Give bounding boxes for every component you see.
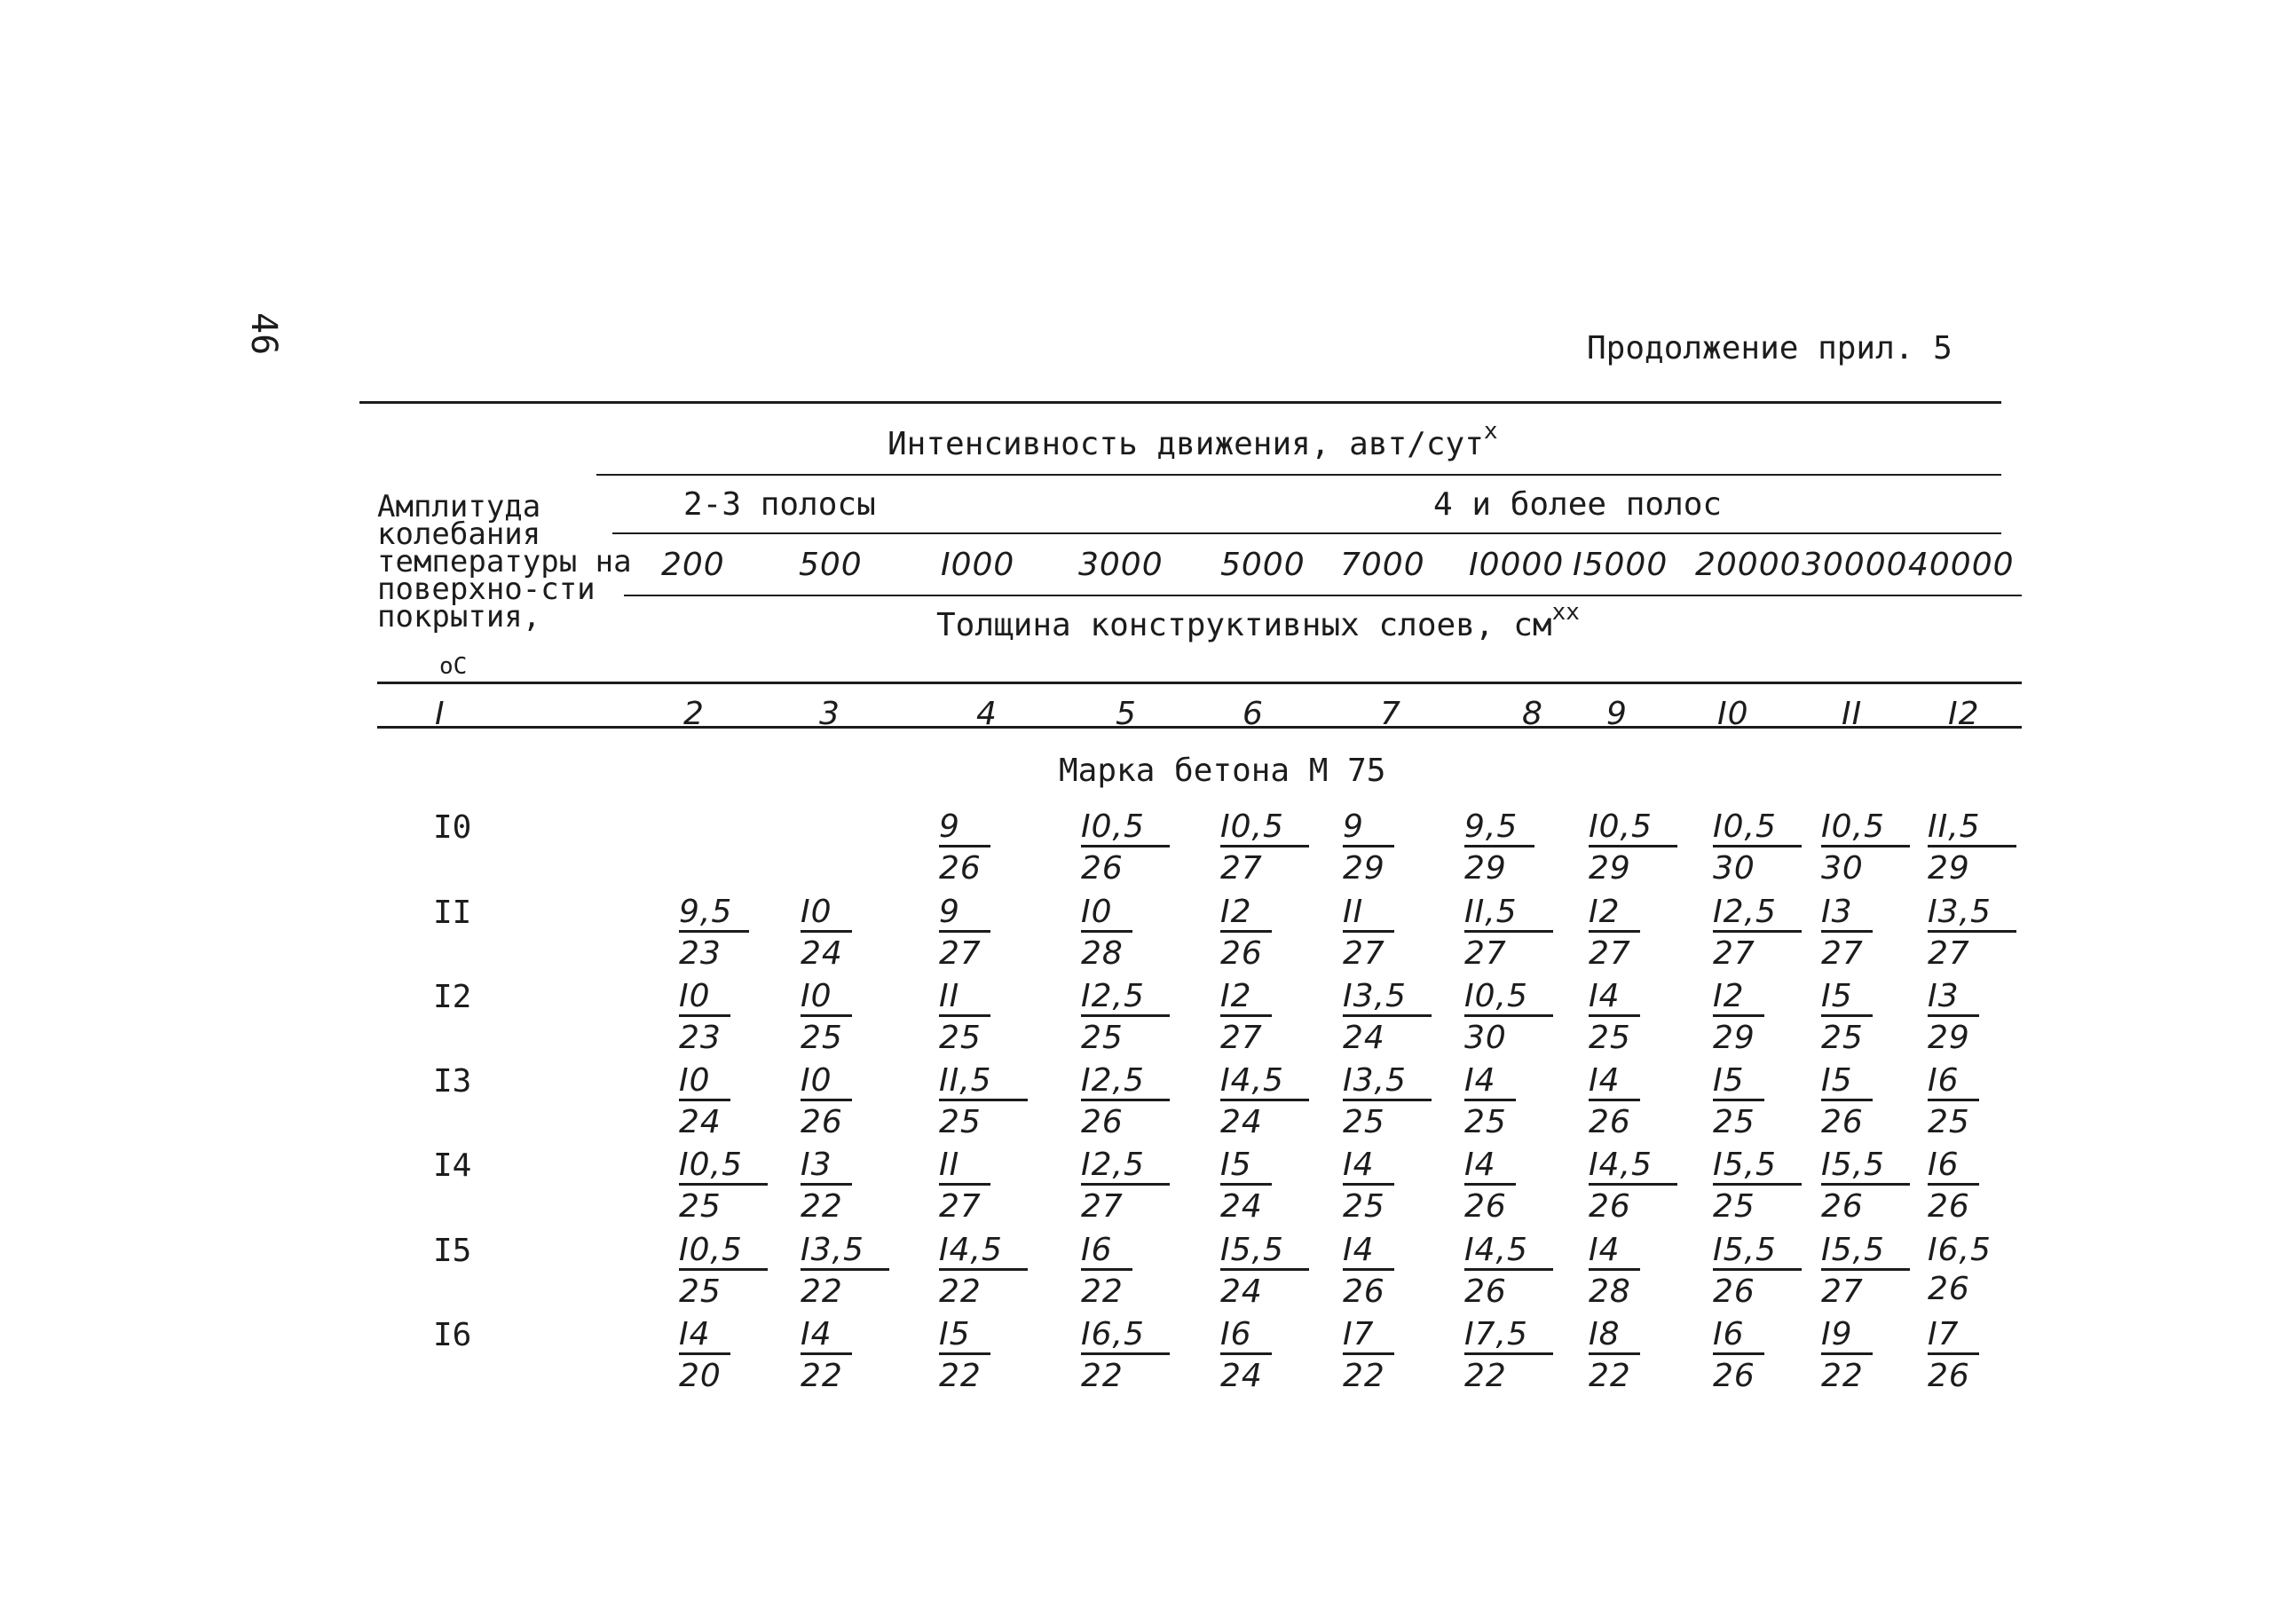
table-cell [1821,809,1910,890]
table-cell [939,1317,990,1398]
table-cell [801,979,852,1060]
thickness-value: I0 [679,1063,730,1101]
secondary-value: 29 [1589,850,1631,887]
thickness-value: I0,5 [1464,979,1553,1017]
table-cell [1464,1063,1516,1144]
column-number: II [1842,696,1863,732]
thickness-value: II,5 [939,1063,1028,1101]
secondary-value: 27 [1220,850,1263,887]
secondary-value: 25 [1821,1020,1864,1056]
table-cell [679,1233,768,1313]
thickness-value: I5 [1713,1063,1764,1101]
table-cell [1589,979,1640,1060]
table-cell [1821,1317,1873,1398]
table-cell [939,979,990,1060]
table-cell [1220,1063,1309,1144]
table-cell [679,1063,730,1144]
thickness-value: I6 [1928,1147,1979,1186]
thickness-value: I9 [1821,1317,1873,1355]
secondary-value: 24 [679,1104,722,1140]
secondary-value: 25 [939,1104,982,1140]
table-cell [1343,1317,1394,1398]
thickness-value: 9 [939,895,990,933]
thickness-value: I0 [801,979,852,1017]
thickness-value: I4 [1464,1063,1516,1101]
thickness-value: I4 [679,1317,730,1355]
thickness-value: I7 [1928,1317,1979,1355]
table-cell [1589,1233,1640,1313]
thickness-value: I5 [1821,1063,1873,1101]
secondary-value: 24 [1220,1104,1263,1140]
secondary-value: 26 [1464,1188,1507,1225]
thickness-value: II [939,1147,990,1186]
table-cell [1928,1147,1979,1228]
secondary-value: 26 [1928,1358,1970,1394]
secondary-value: 27 [1821,1273,1864,1310]
table-cell [1821,1063,1873,1144]
table-cell [1081,809,1170,890]
secondary-value: 22 [1589,1358,1631,1394]
table-cell [1464,1233,1553,1313]
thickness-value: I8 [1589,1317,1640,1355]
thickness-value: I6,5 [1928,1232,1992,1268]
table-cell [1220,1233,1309,1313]
thickness-value: I0 [1081,895,1132,933]
secondary-value: 27 [1589,935,1631,972]
row-label: I4 [433,1147,472,1184]
table-cell [1713,1147,1802,1228]
table-cell [1220,979,1272,1060]
secondary-value: 26 [1928,1271,1970,1307]
table-cell [679,895,749,975]
secondary-value: 29 [1928,1020,1970,1056]
secondary-value: 24 [1220,1273,1263,1310]
table-cell [1343,895,1394,975]
secondary-value: 22 [801,1358,843,1394]
traffic-volume: 200 [661,547,725,583]
thickness-value: I2 [1220,895,1272,933]
thickness-value: 9 [1343,809,1394,847]
table-cell [679,979,730,1060]
secondary-value: 27 [1821,935,1864,972]
column-number: 3 [819,696,840,732]
table-cell [1464,979,1553,1060]
thickness-value: I0,5 [679,1147,768,1186]
table-cell [1589,895,1640,975]
thickness-value: I5,5 [1821,1233,1910,1271]
table-cell [1713,1233,1802,1313]
secondary-value: 27 [1220,1020,1263,1056]
table-cell [1220,895,1272,975]
thickness-value: I3,5 [1343,1063,1432,1101]
secondary-value: 26 [1589,1188,1631,1225]
thickness-value: II [1343,895,1394,933]
secondary-value: 25 [1343,1104,1385,1140]
table-cell [801,1147,852,1228]
thickness-value: I0 [801,895,852,933]
secondary-value: 26 [1220,935,1263,972]
thickness-value: I2 [1220,979,1272,1017]
thickness-value: I6 [1081,1233,1132,1271]
thickness-value: I6 [1220,1317,1272,1355]
secondary-value: 26 [801,1104,843,1140]
table-cell [939,895,990,975]
thickness-value: I0,5 [1220,809,1309,847]
thickness-value: I4,5 [1589,1147,1677,1186]
traffic-rule [596,474,2001,476]
thickness-value: II [939,979,990,1017]
table-cell [801,1063,852,1144]
thickness-value: I2,5 [1713,895,1802,933]
thickness-value: I3 [1928,979,1979,1017]
thickness-value: I0,5 [1589,809,1677,847]
traffic-volume: 30000 [1802,547,1908,583]
page-number: 46 [243,312,284,356]
secondary-value: 23 [679,1020,722,1056]
thickness-value: I5,5 [1713,1233,1802,1271]
table-cell [939,1147,990,1228]
thickness-value: I5 [1220,1147,1272,1186]
table-cell [801,895,852,975]
thickness-value: I3 [1821,895,1873,933]
column-number: 7 [1380,696,1401,732]
thickness-value: 9 [939,809,990,847]
table-cell [939,809,990,890]
table-cell [1928,1317,1979,1398]
table-cell [1713,895,1802,975]
thickness-value: I2,5 [1081,1063,1170,1101]
secondary-value: 28 [1081,935,1124,972]
table-cell [679,1147,768,1228]
row-label: I2 [433,979,472,1015]
secondary-value: 24 [1343,1020,1385,1056]
traffic-volume: 5000 [1220,547,1306,583]
table-cell [1589,1063,1640,1144]
table-cell [1589,809,1677,890]
secondary-value: 30 [1713,850,1755,887]
thickness-value: I6 [1928,1063,1979,1101]
table-cell [1343,1063,1432,1144]
thickness-value: I7 [1343,1317,1394,1355]
thickness-value: I4 [1589,1063,1640,1101]
thickness-value: I0 [801,1063,852,1101]
thickness-value: I2,5 [1081,979,1170,1017]
traffic-volume: 20000 [1695,547,1802,583]
thickness-value: I5 [1821,979,1873,1017]
secondary-value: 26 [1713,1273,1755,1310]
traffic-volume: 3000 [1078,547,1164,583]
column-number: 8 [1522,696,1543,732]
thickness-value: I0,5 [679,1233,768,1271]
table-cell [1464,1317,1553,1398]
lanes-rule [612,532,2001,534]
secondary-value: 24 [1220,1358,1263,1394]
secondary-value: 25 [1589,1020,1631,1056]
column-number: 2 [683,696,705,732]
table-cell [1821,1233,1910,1313]
secondary-value: 24 [801,935,843,972]
thickness-value: I3,5 [1343,979,1432,1017]
table-cell [1713,1063,1764,1144]
traffic-volume: 7000 [1340,547,1425,583]
table-cell [1081,979,1170,1060]
table-cell [1589,1147,1677,1228]
table-cell [1464,809,1534,890]
column-number: 5 [1116,696,1137,732]
secondary-value: 25 [1713,1104,1755,1140]
secondary-value: 25 [1928,1104,1970,1140]
secondary-value: 26 [1589,1104,1631,1140]
row-label: I6 [433,1317,472,1353]
table-cell [1220,1147,1272,1228]
secondary-value: 25 [1464,1104,1507,1140]
secondary-value: 23 [679,935,722,972]
table-cell [1220,1317,1272,1398]
secondary-value: 30 [1464,1020,1507,1056]
thickness-value: I4 [1589,1233,1640,1271]
secondary-value: 26 [1821,1104,1864,1140]
thickness-value: I3 [801,1147,852,1186]
table-cell [1343,1233,1394,1313]
column-number: 6 [1242,696,1264,732]
column-number: 4 [976,696,998,732]
secondary-value: 25 [1343,1188,1385,1225]
thickness-value: I2 [1713,979,1764,1017]
traffic-volume: 500 [799,547,863,583]
secondary-value: 26 [1713,1358,1755,1394]
amplitude-label: Амплитуда колебания температуры на поверхно-сти покрытия, $_{oC}$ [377,489,632,680]
thickness-value: I4,5 [939,1233,1028,1271]
table-cell [939,1063,1028,1144]
secondary-value: 26 [1081,850,1124,887]
thickness-value: I5,5 [1821,1147,1910,1186]
secondary-value: 22 [1081,1273,1124,1310]
secondary-value: 22 [1081,1358,1124,1394]
column-numbers-rule [377,726,2022,729]
thickness-value: I5 [939,1317,990,1355]
secondary-value: 30 [1821,850,1864,887]
secondary-value: 22 [939,1273,982,1310]
table-cell [1821,1147,1910,1228]
thickness-value: I0,5 [1081,809,1170,847]
table-cell [1928,1233,2016,1311]
secondary-value: 27 [1464,935,1507,972]
thickness-value: II,5 [1928,809,2016,847]
table-cell [1928,1063,1979,1144]
table-cell [1713,979,1764,1060]
table-cell [1928,979,1979,1060]
thickness-value: I4,5 [1220,1063,1309,1101]
secondary-value: 26 [939,850,982,887]
table-cell [801,1317,852,1398]
secondary-value: 27 [939,1188,982,1225]
header-bottom-rule [377,682,2022,684]
thickness-value: I2 [1589,895,1640,933]
section-title: Марка бетона М 75 [1059,753,1386,789]
secondary-value: 25 [1713,1188,1755,1225]
secondary-value: 22 [801,1273,843,1310]
thickness-value: I4 [801,1317,852,1355]
table-cell [1081,1063,1170,1144]
thickness-value: I4 [1589,979,1640,1017]
column-number: I2 [1948,696,1980,732]
traffic-intensity-label: Интенсивность движения, авт/сут$^x$ [888,418,1498,462]
table-cell [1928,809,2016,890]
table-cell [1464,895,1553,975]
table-cell [1821,895,1873,975]
row-label: I5 [433,1233,472,1269]
column-number: I0 [1717,696,1749,732]
table-cell [1589,1317,1640,1398]
table-cell [1928,895,2016,975]
table-cell [1713,809,1802,890]
traffic-volume: 40000 [1908,547,2015,583]
thickness-value: I4 [1343,1147,1394,1186]
secondary-value: 20 [679,1358,722,1394]
thickness-value: I3,5 [1928,895,2016,933]
secondary-value: 29 [1713,1020,1755,1056]
thickness-value: I3,5 [801,1233,889,1271]
secondary-value: 22 [801,1188,843,1225]
column-number: I [435,696,446,732]
secondary-value: 29 [1464,850,1507,887]
table-cell [1220,809,1309,890]
secondary-value: 27 [1081,1188,1124,1225]
traffic-volume: I000 [941,547,1015,583]
table-cell [679,1317,730,1398]
table-cell [1081,1147,1170,1228]
thickness-value: I2,5 [1081,1147,1170,1186]
table-cell [1464,1147,1516,1228]
secondary-value: 26 [1928,1188,1970,1225]
secondary-value: 25 [801,1020,843,1056]
thickness-value: II,5 [1464,895,1553,933]
table-top-rule [359,401,2001,404]
table-cell [939,1233,1028,1313]
secondary-value: 22 [1343,1358,1385,1394]
secondary-value: 26 [1821,1188,1864,1225]
table-cell [1081,1317,1170,1398]
volumes-rule [624,595,2022,596]
table-cell [1713,1317,1764,1398]
secondary-value: 25 [939,1020,982,1056]
table-cell [1343,809,1394,890]
traffic-volume: I0000 [1469,547,1565,583]
table-cell [1821,979,1873,1060]
secondary-value: 25 [679,1188,722,1225]
thickness-value: I6,5 [1081,1317,1170,1355]
thickness-value: 9,5 [679,895,749,933]
column-number: 9 [1606,696,1628,732]
row-label: II [433,895,472,931]
thickness-value: I6 [1713,1317,1764,1355]
thickness-value: I7,5 [1464,1317,1553,1355]
secondary-value: 26 [1464,1273,1507,1310]
thickness-value: I0,5 [1821,809,1910,847]
table-cell [1081,895,1132,975]
secondary-value: 28 [1589,1273,1631,1310]
thickness-value: I4 [1343,1233,1394,1271]
table-cell [1343,1147,1394,1228]
lanes-4-plus-label: 4 и более полос [1433,486,1723,523]
thickness-value: I4 [1464,1147,1516,1186]
thickness-value: I0 [679,979,730,1017]
lanes-2-3-label: 2-3 полосы [683,486,876,523]
table-cell [801,1233,889,1313]
thickness-value: I5,5 [1713,1147,1802,1186]
thickness-value: I4,5 [1464,1233,1553,1271]
secondary-value: 27 [939,935,982,972]
thickness-value: 9,5 [1464,809,1534,847]
secondary-value: 27 [1928,935,1970,972]
continuation-heading: Продолжение прил. 5 [1587,330,1952,367]
row-label: I3 [433,1063,472,1100]
secondary-value: 22 [939,1358,982,1394]
secondary-value: 26 [1343,1273,1385,1310]
secondary-value: 27 [1713,935,1755,972]
table-cell [1081,1233,1132,1313]
secondary-value: 24 [1220,1188,1263,1225]
secondary-value: 25 [1081,1020,1124,1056]
secondary-value: 26 [1081,1104,1124,1140]
traffic-volume: I5000 [1573,547,1668,583]
secondary-value: 25 [679,1273,722,1310]
thickness-value: I0,5 [1713,809,1802,847]
row-label: I0 [433,809,472,846]
table-cell [1343,979,1432,1060]
thickness-label: Толщина конструктивных слоев, $см^{xx}$ [936,599,1580,643]
secondary-value: 29 [1343,850,1385,887]
secondary-value: 22 [1464,1358,1507,1394]
secondary-value: 22 [1821,1358,1864,1394]
secondary-value: 29 [1928,850,1970,887]
secondary-value: 27 [1343,935,1385,972]
thickness-value: I5,5 [1220,1233,1309,1271]
